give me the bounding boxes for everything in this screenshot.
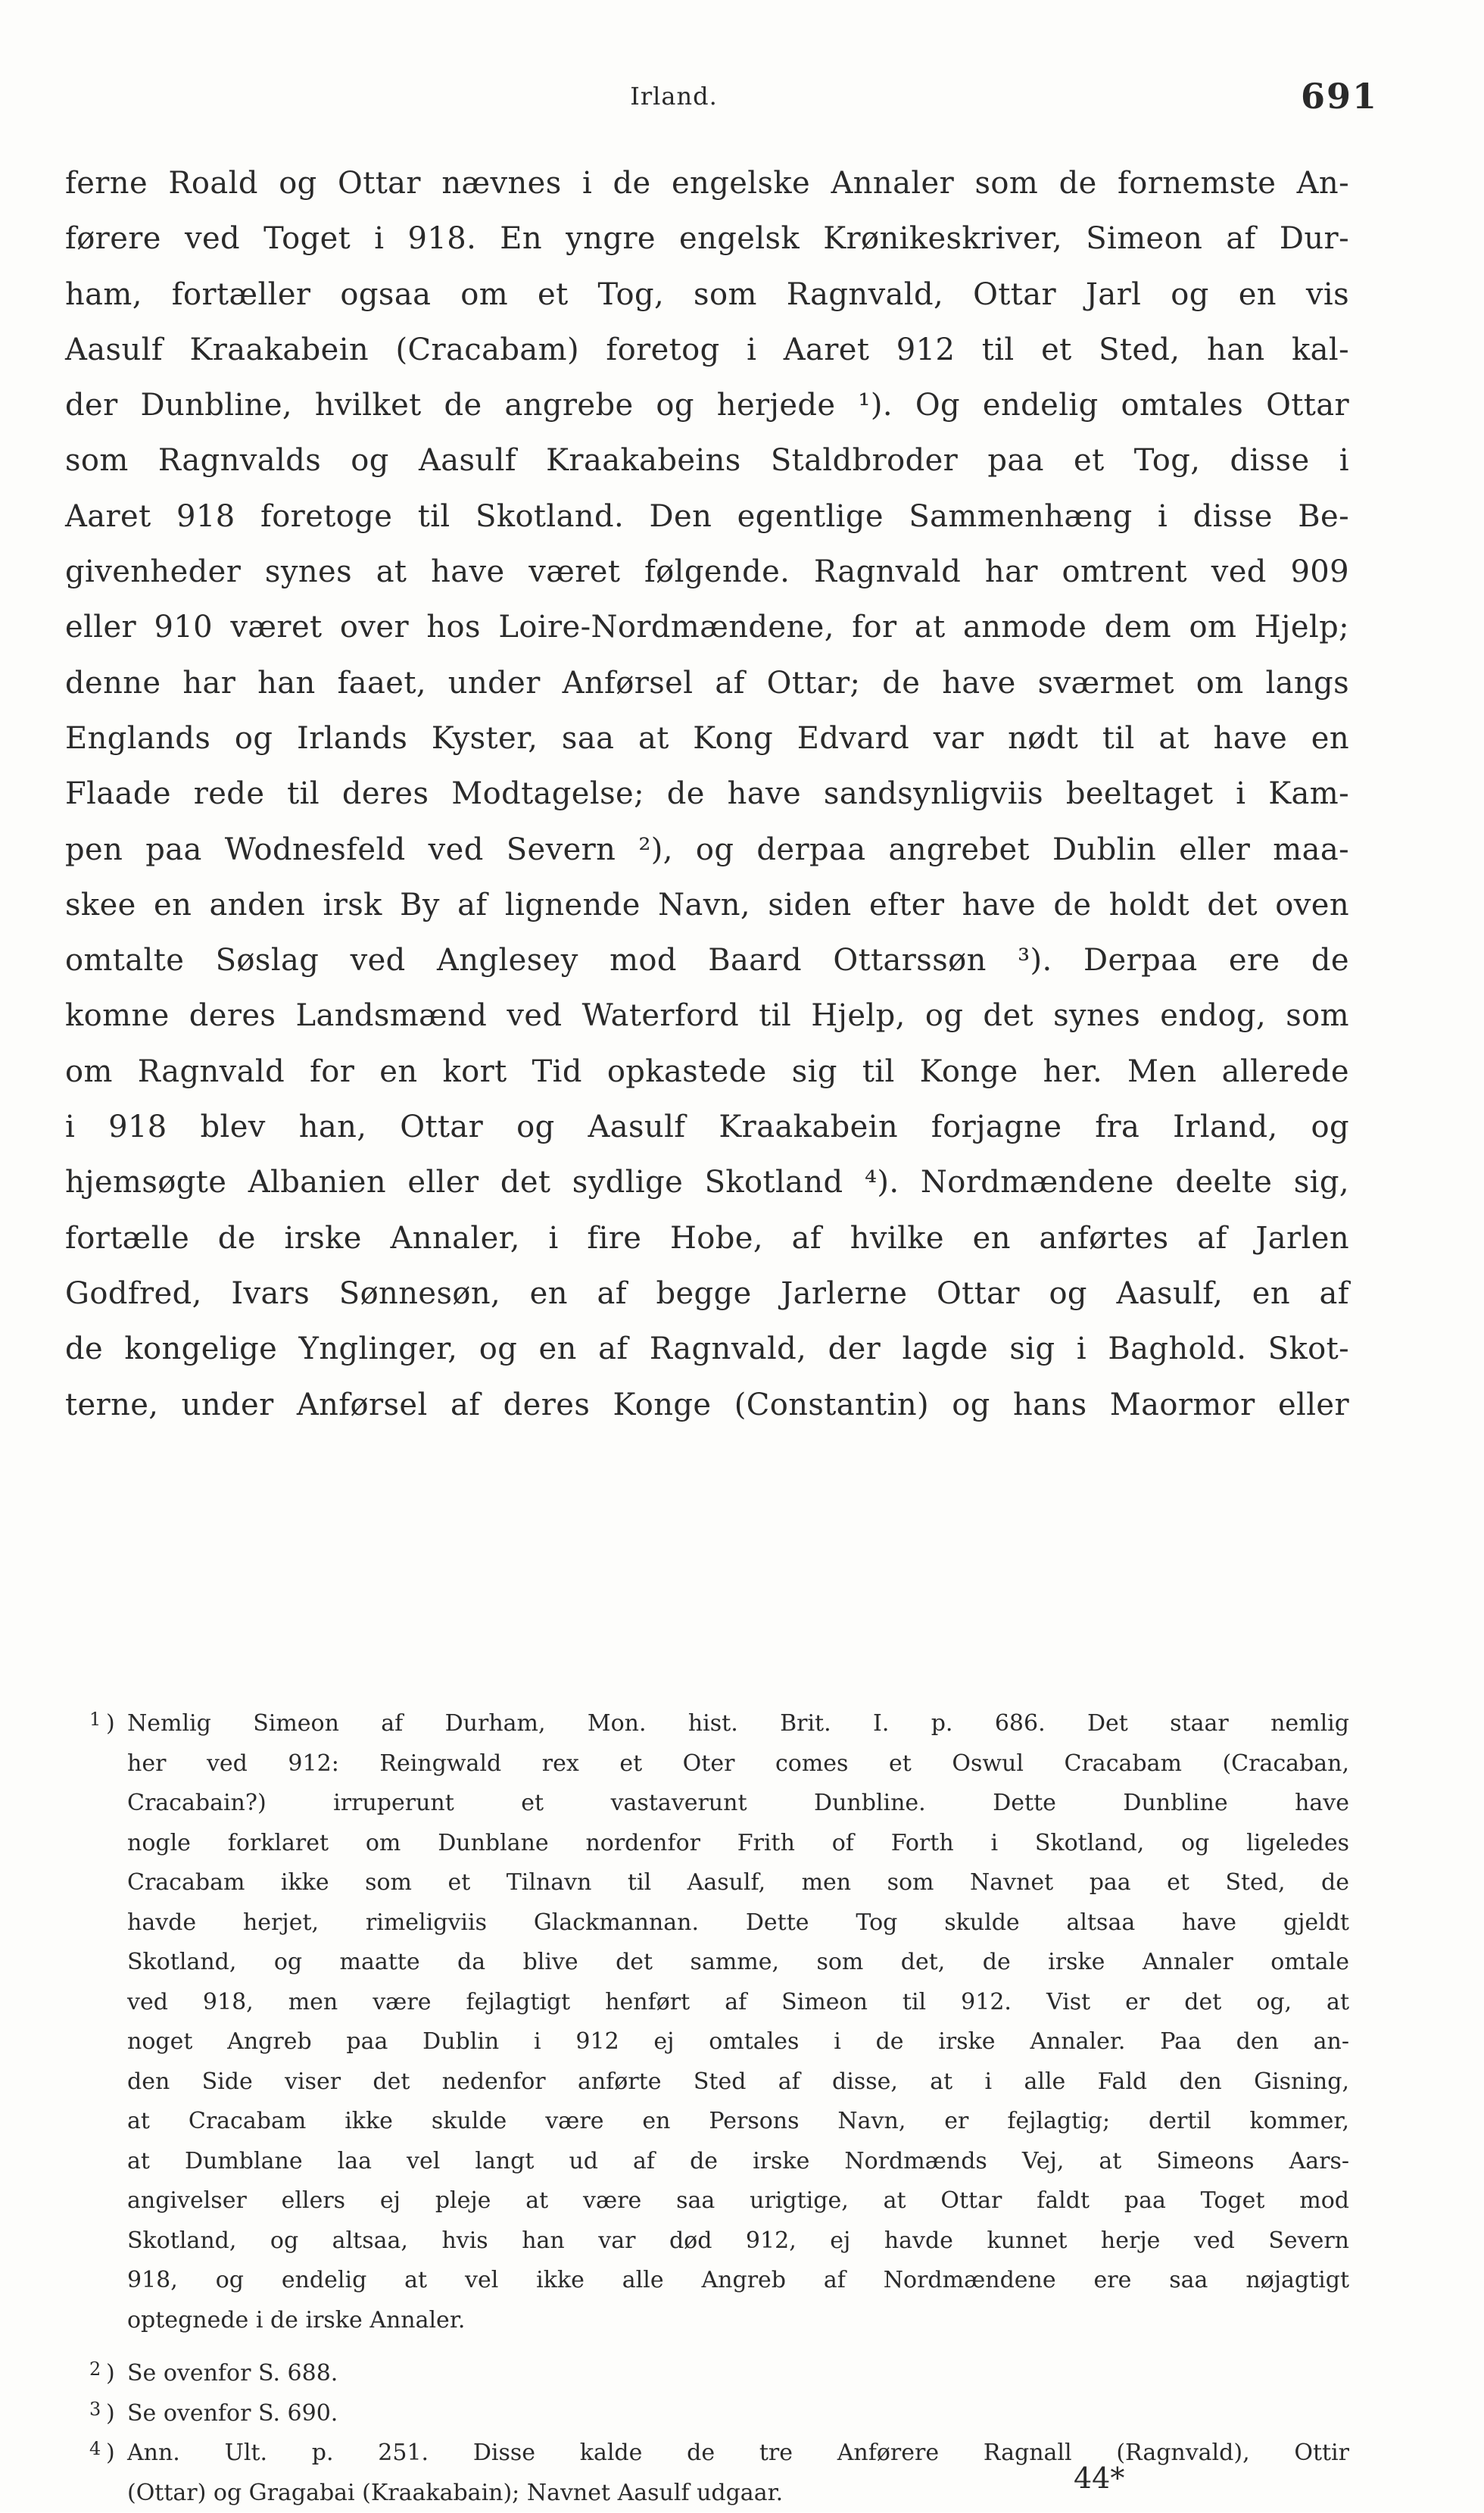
body-line: om Ragnvald for en kort Tid opkastede sig til Konge her. Men allerede: [65, 1044, 1349, 1100]
body-line: Englands og Irlands Kyster, saa at Kong Edvard var nødt til at have en: [65, 711, 1349, 766]
footnote-line: ved 918, men være fejlagtigt henført af Simeon til 912. Vist er det og, at: [127, 1983, 1349, 2023]
page-number: 691: [1301, 76, 1378, 117]
footnote-mark: 2: [89, 2349, 101, 2390]
running-head: [0, 82, 1484, 127]
footnote: [127, 2433, 1349, 2513]
footnote: [127, 2394, 1349, 2434]
body-line: pen paa Wodnesfeld ved Severn ²), og derpaa angrebet Dublin eller maa-: [65, 823, 1349, 878]
footnote-line: Cracabam ikke som et Tilnavn til Aasulf, men som Navnet paa et Sted, de: [127, 1863, 1349, 1903]
body-line: eller 910 været over hos Loire-Nordmændene, for at anmode dem om Hjelp;: [65, 600, 1349, 655]
body-line: de kongelige Ynglinger, og en af Ragnvald, der lagde sig i Baghold. Skot-: [65, 1322, 1349, 1377]
body-line: Godfred, Ivars Sønnesøn, en af begge Jarlerne Ottar og Aasulf, en af: [65, 1266, 1349, 1322]
body-line: som Ragnvalds og Aasulf Kraakabeins Staldbroder paa et Tog, disse i: [65, 433, 1349, 489]
body-line: denne har han faaet, under Anførsel af Ottar; de have sværmet om langs: [65, 656, 1349, 711]
body-line: skee en anden irsk By af lignende Navn, siden efter have de holdt det oven: [65, 878, 1349, 933]
footnote-line: her ved 912: Reingwald rex et Oter comes et Oswul Cracabam (Cracaban,: [127, 1744, 1349, 1784]
footnote: [127, 2354, 1349, 2394]
body-line: komne deres Landsmænd ved Waterford til Hjelp, og det synes endog, som: [65, 988, 1349, 1044]
footnote-line: optegnede i de irske Annaler.: [127, 2301, 1349, 2341]
body-line: førere ved Toget i 918. En yngre engelsk Krønikeskriver, Simeon af Dur-: [65, 211, 1349, 267]
footnote-line: Nemlig Simeon af Durham, Mon. hist. Brit. I. p. 686. Det staar nemlig: [127, 1704, 1349, 1744]
footnote-mark-paren: ): [106, 2394, 115, 2434]
footnote-line: Skotland, og maatte da blive det samme, som det, de irske Annaler omtale: [127, 1943, 1349, 1983]
footnote-line: (Ottar) og Gragabai (Kraakabain); Navnet Aasulf udgaar.: [127, 2474, 1349, 2513]
body-line: ferne Roald og Ottar nævnes i de engelske Annaler som de fornemste An-: [65, 156, 1349, 211]
footnotes: [127, 1704, 1349, 2513]
footnote-line: nogle forklaret om Dunblane nordenfor Frith of Forth i Skotland, og ligeledes: [127, 1824, 1349, 1864]
footnote-line: Se ovenfor S. 688.: [127, 2354, 1349, 2394]
body-line: Flaade rede til deres Modtagelse; de have sandsynligviis beeltaget i Kam-: [65, 766, 1349, 822]
footnote: [127, 1704, 1349, 2340]
footnote-line: havde herjet, rimeligviis Glackmannan. Dette Tog skulde altsaa have gjeldt: [127, 1903, 1349, 1943]
footnote-line: noget Angreb paa Dublin i 912 ej omtales i de irske Annaler. Paa den an-: [127, 2022, 1349, 2062]
body-line: i 918 blev han, Ottar og Aasulf Kraakabein forjagne fra Irland, og: [65, 1100, 1349, 1155]
footnote-mark-paren: ): [106, 1704, 115, 1744]
footnote-line: Ann. Ult. p. 251. Disse kalde de tre Anførere Ragnall (Ragnvald), Ottir: [127, 2433, 1349, 2474]
footnote-line: at Dumblane laa vel langt ud af de irske Nordmænds Vej, at Simeons Aars-: [127, 2142, 1349, 2182]
body-line: Aasulf Kraakabein (Cracabam) foretog i Aaret 912 til et Sted, han kal-: [65, 323, 1349, 378]
body-line: givenheder synes at have været følgende. Ragnvald har omtrent ved 909: [65, 545, 1349, 600]
footnote-line: angivelser ellers ej pleje at være saa urigtige, at Ottar faldt paa Toget mod: [127, 2181, 1349, 2221]
footnote-mark: 4: [89, 2429, 101, 2469]
footnote-gap: [127, 2340, 1349, 2354]
body-text: [65, 156, 1349, 1433]
footnote-mark: 1: [89, 1700, 101, 1740]
footnote-mark-paren: ): [106, 2354, 115, 2394]
footnote-line: den Side viser det nedenfor anførte Sted af disse, at i alle Fald den Gisning,: [127, 2062, 1349, 2102]
footnote-line: Skotland, og altsaa, hvis han var død 912, ej havde kunnet herje ved Severn: [127, 2221, 1349, 2262]
footnote-line: Cracabain?) irruperunt et vastaverunt Dunbline. Dette Dunbline have: [127, 1784, 1349, 1824]
body-line: hjemsøgte Albanien eller det sydlige Skotland ⁴). Nordmændene deelte sig,: [65, 1155, 1349, 1210]
footnote-mark: 3: [89, 2390, 101, 2430]
body-line: fortælle de irske Annaler, i fire Hobe, af hvilke en anførtes af Jarlen: [65, 1211, 1349, 1266]
body-line: terne, under Anførsel af deres Konge (Constantin) og hans Maormor eller: [65, 1378, 1349, 1433]
signature-mark: 44*: [1074, 2461, 1124, 2495]
body-line: ham, fortæller ogsaa om et Tog, som Ragnvald, Ottar Jarl og en vis: [65, 267, 1349, 323]
footnote-line: 918, og endelig at vel ikke alle Angreb af Nordmændene ere saa nøjagtigt: [127, 2261, 1349, 2301]
body-line: Aaret 918 foretoge til Skotland. Den egentlige Sammenhæng i disse Be-: [65, 489, 1349, 545]
footnote-line: at Cracabam ikke skulde være en Persons Navn, er fejlagtig; dertil kommer,: [127, 2102, 1349, 2142]
body-line: omtalte Søslag ved Anglesey mod Baard Ottarssøn ³). Derpaa ere de: [65, 933, 1349, 988]
running-title: Irland.: [591, 82, 757, 111]
footnote-line: Se ovenfor S. 690.: [127, 2394, 1349, 2434]
body-line: der Dunbline, hvilket de angrebe og herjede ¹). Og endelig omtales Ottar: [65, 378, 1349, 433]
footnote-mark-paren: ): [106, 2433, 115, 2474]
